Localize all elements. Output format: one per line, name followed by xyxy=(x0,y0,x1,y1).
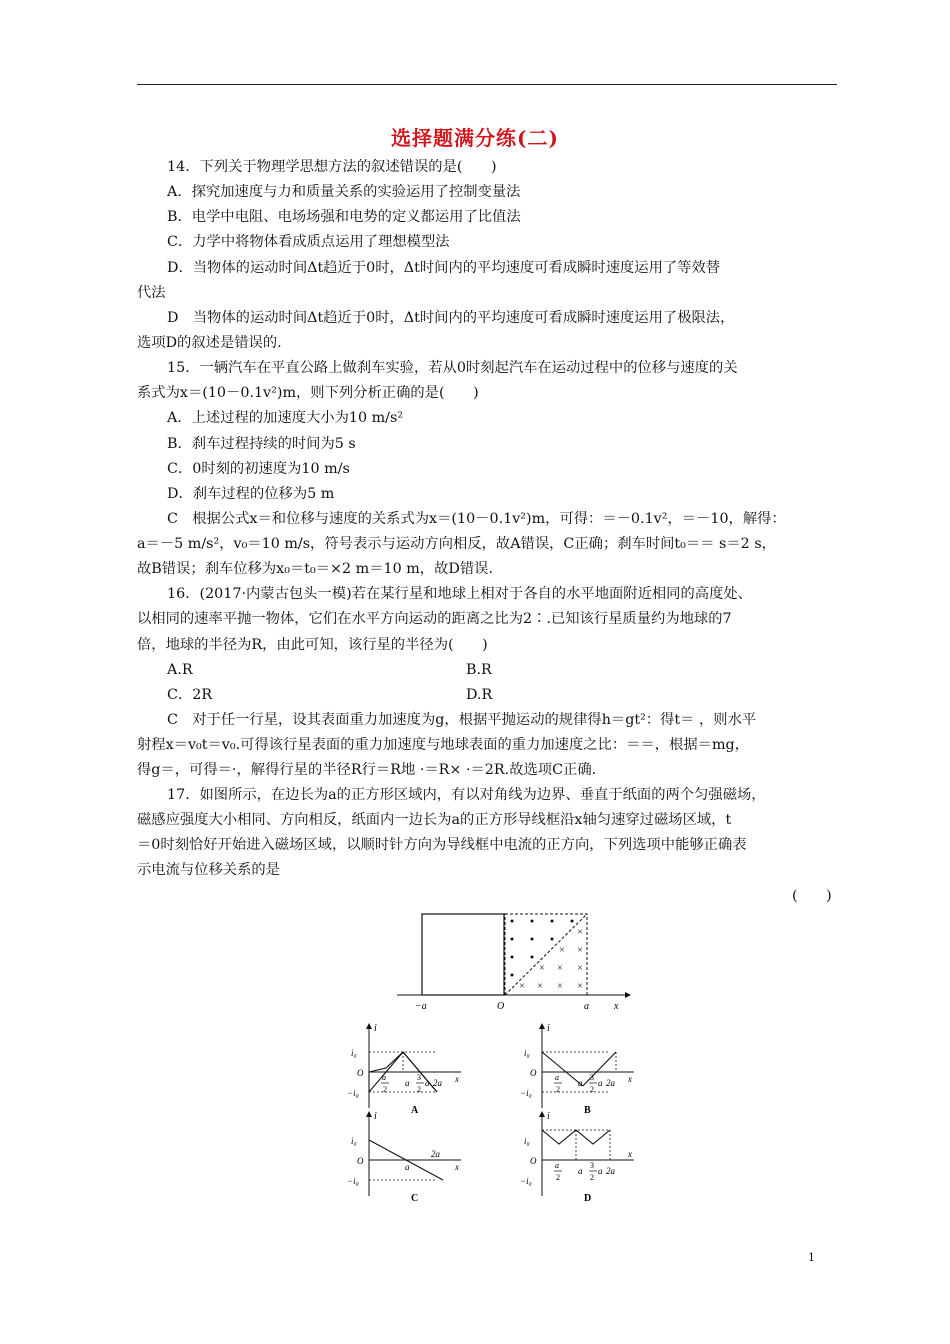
svg-text:×: × xyxy=(559,945,565,956)
label-neg-a: −a xyxy=(415,1001,427,1012)
tick-a-suffix: a xyxy=(598,1166,603,1176)
text-line: 17．如图所示，在边长为a的正方形区域内，有以对角线为边界、垂直于纸面的两个匀强磁场， xyxy=(167,787,766,803)
text-line: 15．一辆汽车在平直公路上做刹车实验，若从0时刻起汽车在运动过程中的位移与速度的关 xyxy=(167,360,738,376)
tick-three: 3 xyxy=(417,1073,421,1082)
graph-option-d xyxy=(518,1108,658,1203)
text-line: C 根据公式x＝和位移与速度的关系式为x＝(10－0.1v²)m，可得：＝－0.1v²，＝－10，解得： xyxy=(167,511,786,527)
tick-three: 3 xyxy=(590,1161,594,1170)
text-line: A．上述过程的加速度大小为10 m/s² xyxy=(167,410,404,426)
text-line: a＝－5 m/s²，v₀＝10 m/s，符号表示与运动方向相反，故A错误，C正确；刹车时间t₀＝＝ s＝2 s， xyxy=(137,536,776,552)
text-line: A．探究加速度与力和质量关系的实验运用了控制变量法 xyxy=(167,184,521,200)
y-axis-arrow xyxy=(366,1111,372,1117)
axis-label-i: i xyxy=(547,1023,550,1034)
tick-two: 2 xyxy=(417,1085,421,1094)
tick-a: a xyxy=(578,1166,583,1176)
svg-text:×: × xyxy=(537,981,543,992)
header-rule xyxy=(137,84,837,85)
y-axis-arrow xyxy=(366,1023,372,1029)
page-title: 选择题满分练(二) xyxy=(391,126,559,150)
answer-paren: ( ) xyxy=(792,888,832,904)
graph-option-c xyxy=(345,1108,485,1203)
axis-label-i0: i₀ xyxy=(524,1136,530,1146)
text-line: ＝0时刻恰好开始进入磁场区域，以顺时针方向为导线框中电流的正方向，下列选项中能够正确表 xyxy=(137,837,747,853)
tick-half-den: 2 xyxy=(556,1173,560,1182)
text-line: C．0时刻的初速度为10 m/s xyxy=(167,461,350,477)
axis-label-neg-i0: −i₀ xyxy=(520,1088,532,1098)
magnetic-field-figure xyxy=(395,905,635,1015)
axis-label-origin: O xyxy=(357,1156,364,1166)
text-line: B．刹车过程持续的时间为5 s xyxy=(167,436,356,452)
text-line: D．当物体的运动时间Δt趋近于0时，Δt时间内的平均速度可看成瞬时速度运用了等效替 xyxy=(167,260,721,276)
tick-half-a: a xyxy=(555,1161,559,1170)
text-line: 倍，地球的半径为R，由此可知，该行星的半径为( ) xyxy=(137,637,488,653)
axis-label-i0: i₀ xyxy=(351,1048,357,1058)
tick-2a: 2a xyxy=(606,1166,615,1176)
axis-label-neg-i0: −i₀ xyxy=(347,1176,359,1186)
text-line: 16．(2017·内蒙古包头一模)若在某行星和地球上相对于各自的水平地面附近相同的高度处、 xyxy=(167,586,752,602)
tick-2a: 2a xyxy=(606,1078,615,1088)
text-line: D．刹车过程的位移为5 m xyxy=(167,486,335,502)
text-line: 故B错误；刹车位移为x₀＝t₀＝×2 m＝10 m，故D错误. xyxy=(137,561,494,577)
axis-label-i0: i₀ xyxy=(351,1136,357,1146)
tick-half-den: 2 xyxy=(383,1085,387,1094)
svg-text:×: × xyxy=(557,963,563,974)
text-line: 代法 xyxy=(137,285,166,301)
graph-option-b xyxy=(518,1020,658,1115)
option-letter-c: C xyxy=(411,1193,419,1203)
graph-option-a xyxy=(345,1020,485,1115)
tick-two: 2 xyxy=(590,1085,594,1094)
y-axis-arrow xyxy=(539,1111,545,1117)
tick-a-suffix: a xyxy=(425,1078,430,1088)
label-origin: O xyxy=(497,1001,505,1012)
option-right: B.R xyxy=(466,662,492,678)
option-letter-d: D xyxy=(584,1193,592,1203)
text-line: D 当物体的运动时间Δt趋近于0时，Δt时间内的平均速度可看成瞬时速度运用了极限法， xyxy=(167,310,735,326)
tick-a-suffix: a xyxy=(598,1078,603,1088)
axis-label-x: x xyxy=(455,1074,459,1084)
axis-label-i0: i₀ xyxy=(524,1048,530,1058)
text-line: 磁感应强度大小相同、方向相反，纸面内一边长为a的正方形导线框沿x轴匀速穿过磁场区域，t xyxy=(137,812,732,828)
tick-a: a xyxy=(578,1078,583,1088)
option-letter-b: B xyxy=(584,1105,591,1115)
axis-label-i: i xyxy=(547,1111,550,1122)
tick-2a: 2a xyxy=(431,1149,440,1159)
svg-text:×: × xyxy=(577,927,583,938)
axis-label-neg-i0: −i₀ xyxy=(347,1088,359,1098)
axis-label-i: i xyxy=(374,1023,377,1034)
tick-2a: 2a xyxy=(433,1078,442,1088)
tick-half-den: 2 xyxy=(556,1085,560,1094)
option-left: A.R xyxy=(167,662,193,678)
axis-label-x: x xyxy=(628,1149,632,1159)
text-line: 射程x＝v₀t＝v₀.可得该行星表面的重力加速度与地球表面的重力加速度之比：＝＝，根据＝mg， xyxy=(137,737,749,753)
tick-a: a xyxy=(405,1078,410,1088)
svg-text:×: × xyxy=(577,981,583,992)
option-left: C．2R xyxy=(167,687,213,703)
option-letter-a: A xyxy=(411,1105,419,1115)
axis-label-origin: O xyxy=(357,1068,364,1078)
svg-text:×: × xyxy=(577,945,583,956)
current-curve xyxy=(542,1130,610,1144)
text-line: 系式为x＝(10－0.1v²)m，则下列分析正确的是( ) xyxy=(137,385,479,401)
svg-text:×: × xyxy=(519,981,525,992)
option-right: D.R xyxy=(466,687,493,703)
axis-label-origin: O xyxy=(530,1068,537,1078)
current-curve xyxy=(542,1052,583,1086)
tick-half-a: a xyxy=(382,1073,386,1082)
text-line: 示电流与位移关系的是 xyxy=(137,862,280,878)
text-line: 选项D的叙述是错误的. xyxy=(137,335,282,351)
text-line: 14．下列关于物理学思想方法的叙述错误的是( ) xyxy=(167,159,497,175)
tick-three: 3 xyxy=(590,1073,594,1082)
label-x: x xyxy=(614,1001,619,1012)
axis-label-x: x xyxy=(455,1162,459,1172)
axis-label-i: i xyxy=(374,1111,377,1122)
text-line: 得g＝，可得＝·，解得行星的半径R行＝R地 ·＝R× ·＝2R.故选项C正确. xyxy=(137,762,597,778)
axis-label-x: x xyxy=(628,1074,632,1084)
text-line: C 对于任一行星，设其表面重力加速度为g，根据平抛运动的规律得h＝gt²：得t＝ ，则水平 xyxy=(167,712,757,728)
text-line: B．电学中电阻、电场场强和电势的定义都运用了比值法 xyxy=(167,209,521,225)
page-number: 1 xyxy=(808,1251,815,1264)
tick-half-a: a xyxy=(555,1073,559,1082)
tick-a: a xyxy=(405,1162,410,1172)
svg-text:×: × xyxy=(557,981,563,992)
axis-label-origin: O xyxy=(530,1156,537,1166)
axis-label-neg-i0: −i₀ xyxy=(520,1176,532,1186)
svg-text:×: × xyxy=(577,963,583,974)
text-line: 以相同的速率平抛一物体，它们在水平方向运动的距离之比为2∶.已知该行星质量约为地球的7 xyxy=(137,611,732,627)
label-a: a xyxy=(584,1001,589,1012)
y-axis-arrow xyxy=(539,1023,545,1029)
tick-two: 2 xyxy=(590,1173,594,1182)
text-line: C．力学中将物体看成质点运用了理想模型法 xyxy=(167,234,450,250)
svg-text:×: × xyxy=(539,963,545,974)
